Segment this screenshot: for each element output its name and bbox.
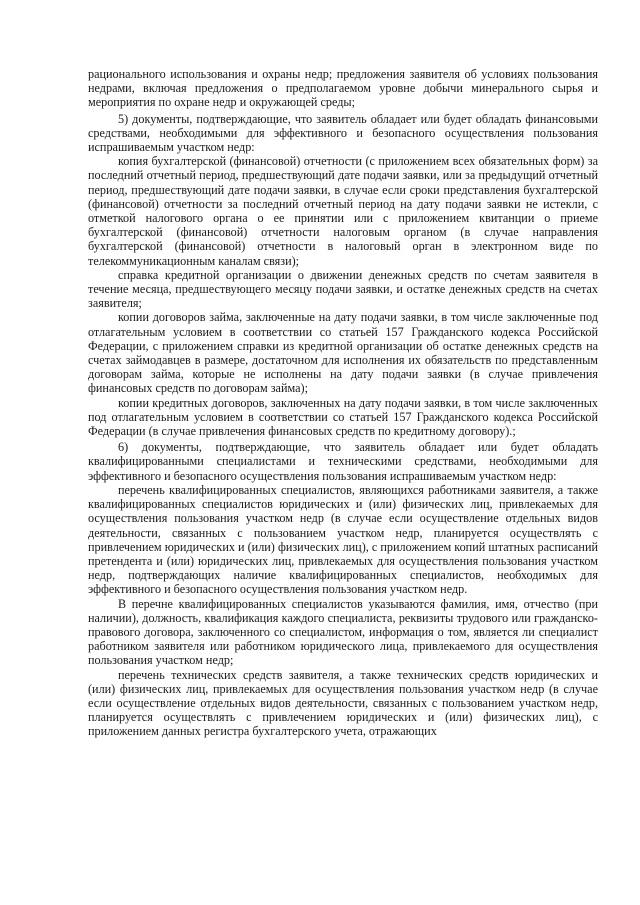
paragraph-item-5: 5) документы, подтверждающие, что заявитель обладает или будет обладать финансовыми средствами, необходимыми для эффективного и безопасного осуществления пользования испрашиваемым участком недр:: [88, 111, 598, 155]
paragraph-specialists-list: перечень квалифицированных специалистов, являющихся работниками заявителя, а также квалифицированных специалистов юридических и (или) физических лиц, привлекаемых для осуществления пользования участком недр (в случае если осуществление отдельных видов деятельности, связанных с пользованием участком недр, планируется осуществлять с привлечением юридических и (или) физических лиц), с приложением копий штатных расписаний претендента и (или) юридических лиц, привлекаемых для осуществления пользования участком недр, подтверждающих наличие квалифицированных специалистов, необходимых для эффективного и безопасного осуществления пользования участком недр.: [88, 482, 598, 597]
paragraph-specialists-details: В перечне квалифицированных специалистов указываются фамилия, имя, отчество (при наличии), должность, квалификация каждого специалиста, реквизиты трудового или гражданско-правового договора, заключенного со специалистом, информация о том, является ли специалист работником заявителя или работником юридического лица, привлекаемого для осуществления пользования участком недр;: [88, 596, 598, 668]
paragraph-financial-statements: копия бухгалтерской (финансовой) отчетности (с приложением всех обязательных форм) за последний отчетный период, предшествующий дате подачи заявки, или за предыдущий отчетный период, предшествующий дате подачи заявки, в случае если сроки представления бухгалтерской (финансовой) отчетности за последний отчетный период на дату подачи заявки не истекли, с отметкой налогового органа о ее принятии или с приложением квитанции о приеме бухгалтерской (финансовой) отчетности налоговым органом (в случае направления бухгалтерской (финансовой) отчетности в налоговый орган в электронном виде по телекоммуникационным каналам связи);: [88, 154, 598, 268]
paragraph-item-6: 6) документы, подтверждающие, что заявитель обладает или будет обладать квалифицированными специалистами и техническими средствами, необходимыми для эффективного и безопасного осуществления пользования испрашиваемым участком недр:: [88, 440, 598, 483]
paragraph-loan-agreements: копии договоров займа, заключенные на дату подачи заявки, в том числе заключенные под отлагательным условием в соответствии со статьей 157 Гражданского кодекса Российской Федерации, с приложением справки из кредитной организации об остатке денежных средств на счетах займодавцев в размере, достаточном для исполнения их обязательств по представленным договорам займа, которые не исполнены на дату подачи заявки (в случае привлечения финансовых средств по договорам займа);: [88, 310, 598, 396]
paragraph-credit-agreements: копии кредитных договоров, заключенных на дату подачи заявки, в том числе заключенных под отлагательным условием в соответствии со статьей 157 Гражданского кодекса Российской Федерации (в случае привлечения финансовых средств по кредитному договору).;: [88, 395, 598, 439]
paragraph-bank-statement: справка кредитной организации о движении денежных средств по счетам заявителя в течение месяца, предшествующего месяцу подачи заявки, и остатке денежных средств на счетах заявителя;: [88, 267, 598, 311]
paragraph-technical-means: перечень технических средств заявителя, а также технических средств юридических и (или) физических лиц, привлекаемых для осуществления пользования участком недр (в случае если осуществление отдельных видов деятельности, связанных с пользованием участком недр, планируется осуществлять с привлечением юридических и (или) физических лиц), с приложением данных регистра бухгалтерского учета, отражающих: [88, 667, 598, 739]
paragraph-continuation: рационального использования и охраны недр; предложения заявителя об условиях пользования недрами, включая предложения о предполагаемом уровне добычи минерального сырья и мероприятия по охране недр и окружающей среды;: [88, 67, 598, 110]
